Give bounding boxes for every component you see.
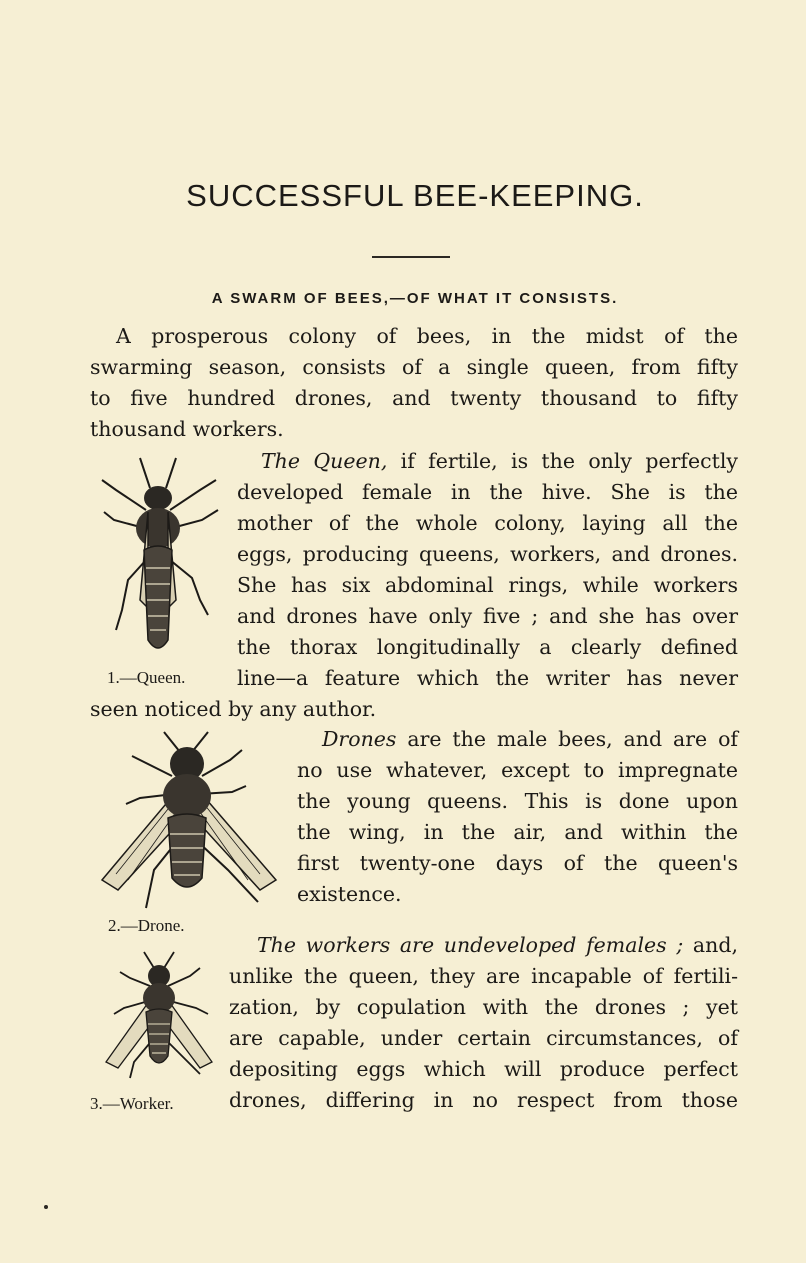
drones-line-5: first twenty-one days of the queen's	[297, 851, 738, 875]
queen-line-3: mother of the whole colony, laying all the	[237, 511, 738, 535]
workers-line-2: unlike the queen, they are incapable of fertili-	[229, 964, 738, 988]
worker-bee-illustration	[100, 950, 220, 1090]
title-rule	[372, 256, 450, 258]
workers-line-1	[257, 932, 738, 958]
drone-caption: 2.—Drone.	[108, 916, 185, 935]
page-title: SUCCESSFUL BEE-KEEPING.	[186, 178, 644, 213]
workers-line-4: are capable, under certain circumstances, of	[229, 1026, 738, 1050]
queen-line-8: line—a feature which the writer has never	[237, 666, 738, 690]
workers-line-5: depositing eggs which will produce perfect	[229, 1057, 738, 1081]
paper-speck	[44, 1205, 48, 1209]
queen-line-4: eggs, producing queens, workers, and drones.	[237, 542, 738, 566]
drones-line-1	[322, 726, 738, 752]
queen-term: The Queen,	[261, 449, 388, 473]
para1-line-2: swarming season, consists of a single queen, from fifty	[90, 355, 738, 379]
drones-line-2: no use whatever, except to impregnate	[297, 758, 738, 782]
workers-line-6: drones, differing in no respect from those	[229, 1088, 738, 1112]
drones-line-4: the wing, in the air, and within the	[297, 820, 738, 844]
queen-line-1-text: if fertile, is the only perfectly	[387, 449, 738, 473]
queen-line-5: She has six abdominal rings, while workers	[237, 573, 738, 597]
queen-line-7: the thorax longitudinally a clearly defined	[237, 635, 738, 659]
para1-line-3: to five hundred drones, and twenty thousand to fifty	[90, 386, 738, 410]
drones-line-3: the young queens. This is done upon	[297, 789, 738, 813]
para1-line-1: A prosperous colony of bees, in the midst of the	[116, 324, 738, 348]
queen-line-6: and drones have only five ; and she has over	[237, 604, 738, 628]
drones-line-1-text: are the male bees, and are of	[396, 727, 738, 751]
queen-line-9: seen noticed by any author.	[90, 697, 377, 721]
worker-caption: 3.—Worker.	[90, 1094, 174, 1113]
queen-bee-illustration	[88, 450, 228, 665]
workers-line-1-text: and,	[683, 933, 738, 957]
drones-line-6: existence.	[297, 882, 402, 906]
queen-line-2: developed female in the hive. She is the	[237, 480, 738, 504]
workers-term: The workers are undeveloped females ;	[257, 933, 684, 957]
section-heading: A SWARM OF BEES,—OF WHAT IT CONSISTS.	[211, 290, 619, 307]
queen-line-1	[261, 448, 738, 474]
queen-caption: 1.—Queen.	[107, 668, 186, 687]
drones-term: Drones	[322, 727, 397, 751]
workers-line-3: zation, by copulation with the drones ; yet	[229, 995, 738, 1019]
drone-bee-illustration	[92, 730, 292, 915]
para1-line-4: thousand workers.	[90, 417, 284, 441]
